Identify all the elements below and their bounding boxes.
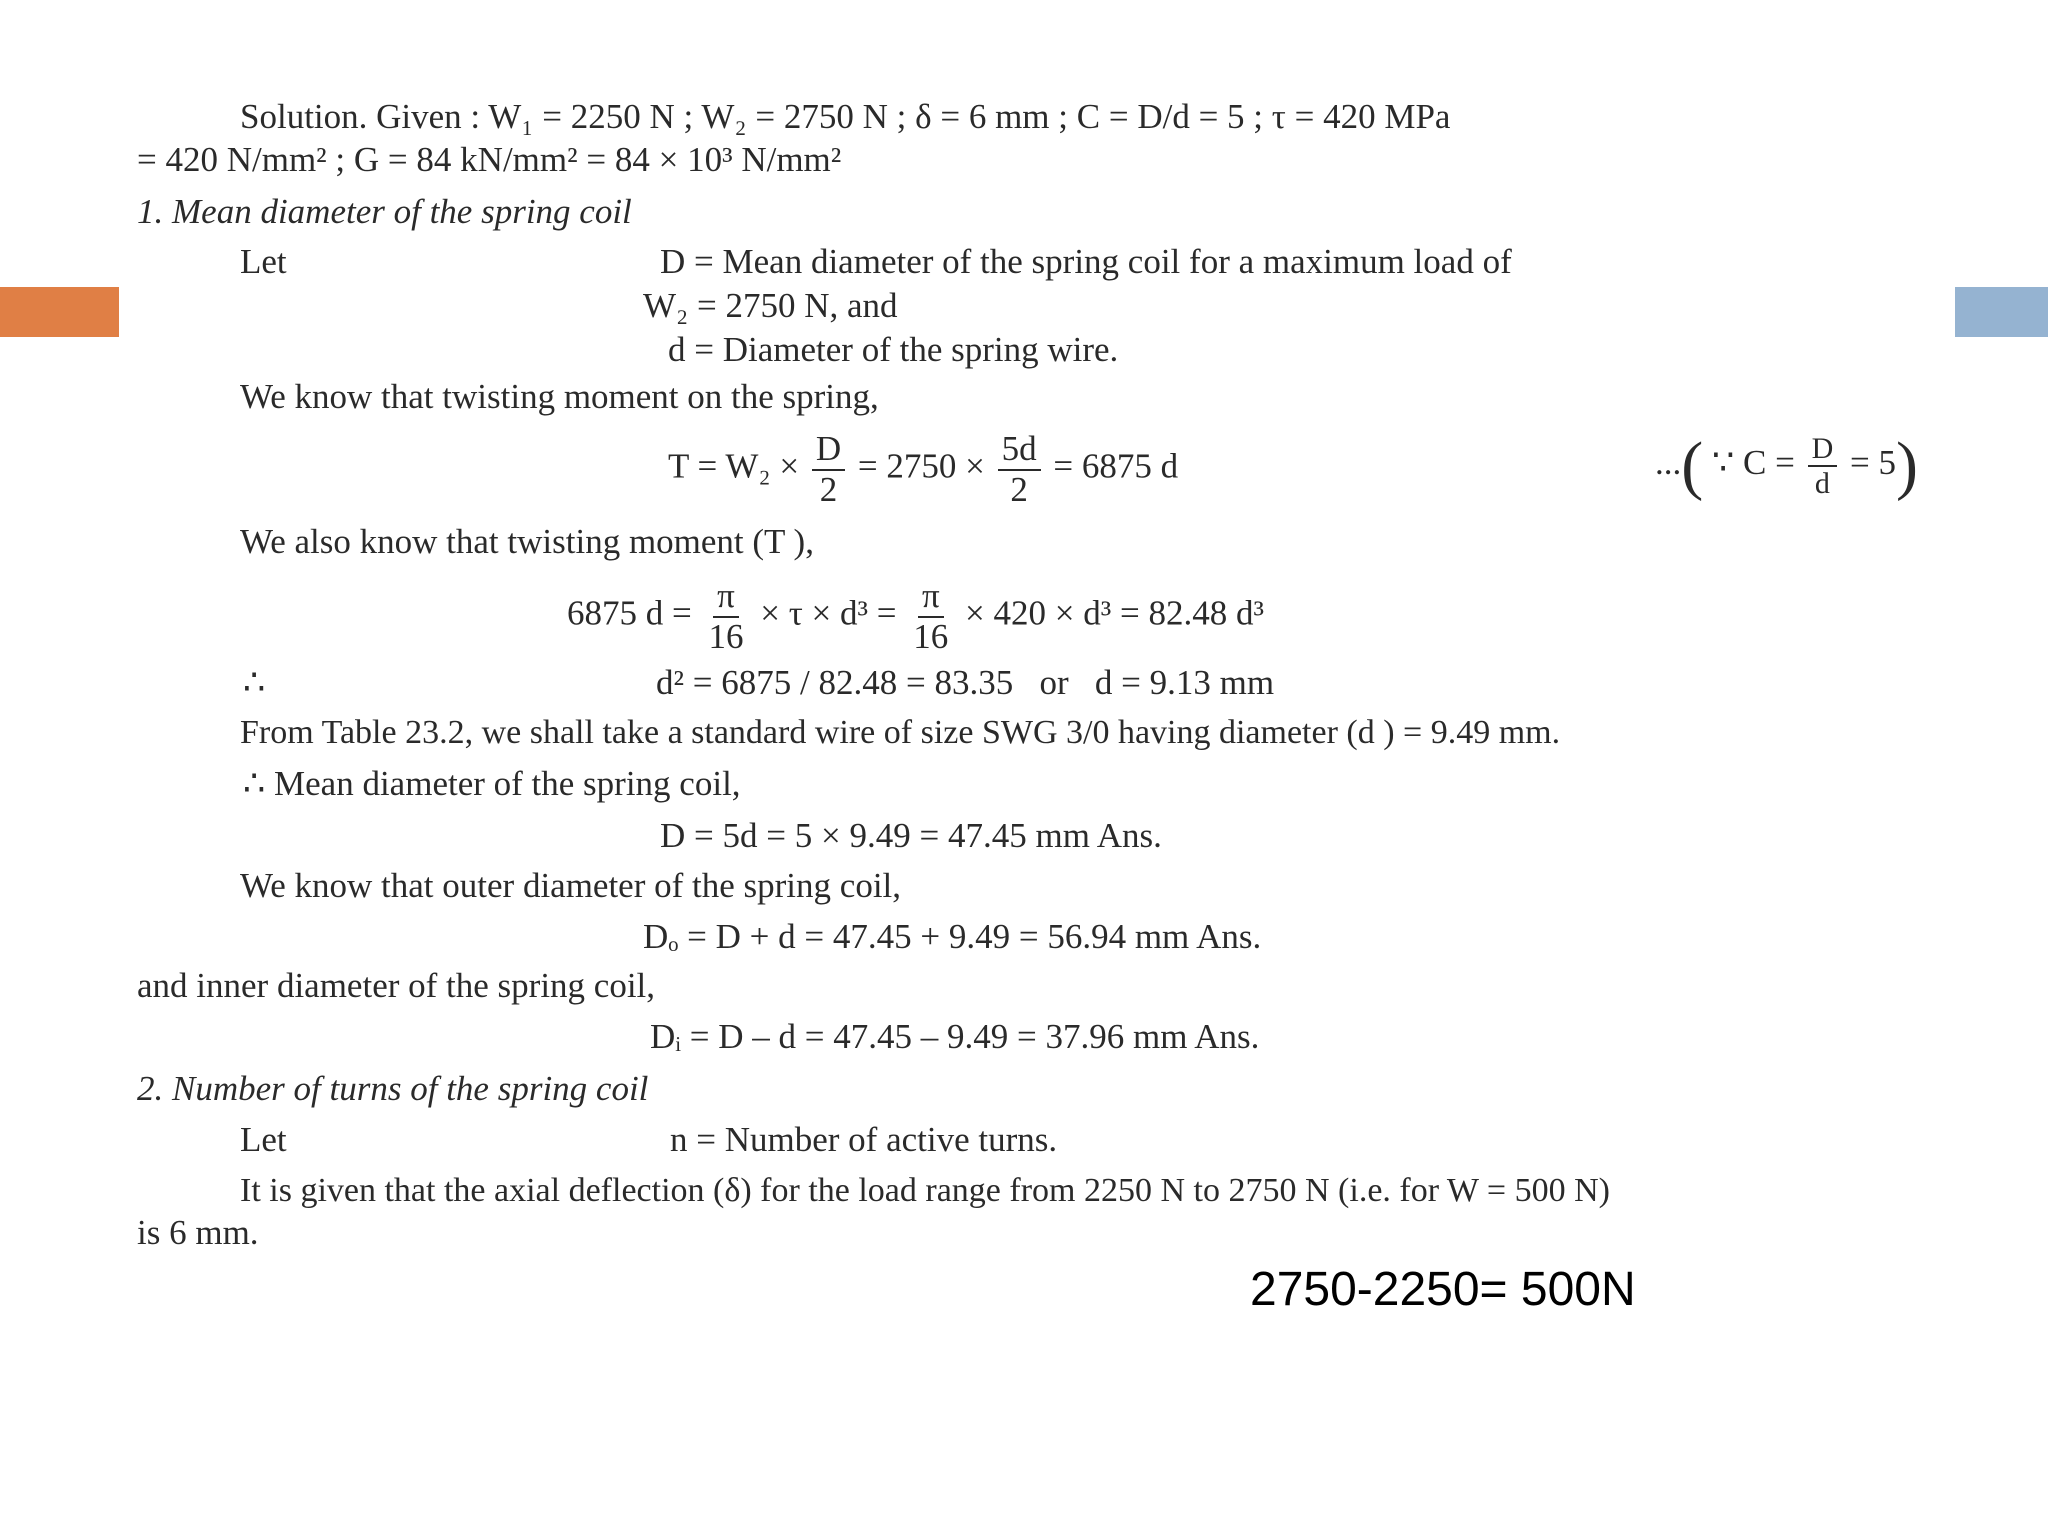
section2-heading: 2. Number of turns of the spring coil (137, 1069, 649, 1108)
let-label-2: Let (240, 1120, 287, 1159)
mean-diameter-intro: ∴ Mean diameter of the spring coil, (243, 764, 741, 803)
equation-note-c: ...( ∵ C = $\frac{D}{d}$ = 5) (1655, 429, 1918, 502)
deflection-line2: is 6 mm. (137, 1213, 259, 1252)
eq2-mid: × τ × d³ = (760, 593, 897, 633)
note-c-label: ∵ C = (1711, 443, 1795, 483)
equation-twisting-moment (668, 430, 1178, 509)
fraction-pi-over-16-b: $\frac{\pi}{16}$ (913, 576, 949, 656)
inner-diameter-intro: and inner diameter of the spring coil, (137, 966, 656, 1005)
fraction-D-over-2: $\frac{D}{2}$ (812, 430, 845, 509)
fraction-pi-over-16-a: $\frac{\pi}{16}$ (708, 576, 744, 656)
handwritten-annotation: 2750-2250= 500N (1250, 1263, 1636, 1316)
mean-diameter-equation: D = 5d = 5 × 9.49 = 47.45 mm Ans. (660, 816, 1162, 855)
fraction-5d-over-2: $\frac{5d}{2}$ (998, 430, 1041, 509)
solution-given-line1: Solution. Given : W₁ = 2250 N ; W₂ = 2750 N ; δ = 6 mm ; C = D/d = 5 ; τ = 420 MPa (240, 97, 1451, 136)
eq-T-lhs: T = W₂ × (668, 446, 800, 486)
eq2-rhs: × 420 × d³ = 82.48 d³ (965, 593, 1264, 633)
inner-diameter-equation: Dᵢ = D – d = 47.45 – 9.49 = 37.96 mm Ans. (650, 1017, 1260, 1056)
equation-torsion (567, 577, 1264, 656)
solution-given-line2: = 420 N/mm² ; G = 84 kN/mm² = 84 × 10³ N/mm² (137, 140, 842, 179)
equation-d-squared: d² = 6875 / 82.48 = 83.35 or d = 9.13 mm (656, 663, 1275, 702)
outer-diameter-equation: Dₒ = D + d = 47.45 + 9.49 = 56.94 mm Ans. (643, 917, 1262, 956)
deflection-line1: It is given that the axial deflection (δ) for the load range from 2250 N to 2750 N (i.e. for W = 500 N) (240, 1172, 1610, 1209)
section1-heading: 1. Mean diameter of the spring coil (137, 192, 632, 231)
outer-diameter-intro: We know that outer diameter of the spring coil, (240, 866, 902, 905)
definition-n: n = Number of active turns. (670, 1120, 1058, 1159)
definition-D: D = Mean diameter of the spring coil for a maximum load of (660, 242, 1512, 281)
let-label-1: Let (240, 242, 287, 281)
definition-W2: W₂ = 2750 N, and (643, 286, 898, 325)
eq-T-mid: = 2750 × (857, 446, 985, 486)
table-reference-line: From Table 23.2, we shall take a standard wire of size SWG 3/0 having diameter (d ) = 9.49 mm. (240, 714, 1561, 751)
fraction-D-over-d: $\frac{D}{d}$ (1808, 432, 1838, 500)
also-know-intro: We also know that twisting moment (T ), (240, 522, 814, 561)
definition-d: d = Diameter of the spring wire. (668, 330, 1119, 369)
ellipsis: ... (1655, 443, 1682, 483)
eq2-lhs: 6875 d = (567, 593, 692, 633)
twisting-moment-intro: We know that twisting moment on the spring, (240, 377, 879, 416)
eq-T-rhs: = 6875 d (1053, 446, 1179, 486)
note-c-value: = 5 (1850, 443, 1897, 483)
therefore-symbol: ∴ (243, 663, 266, 702)
